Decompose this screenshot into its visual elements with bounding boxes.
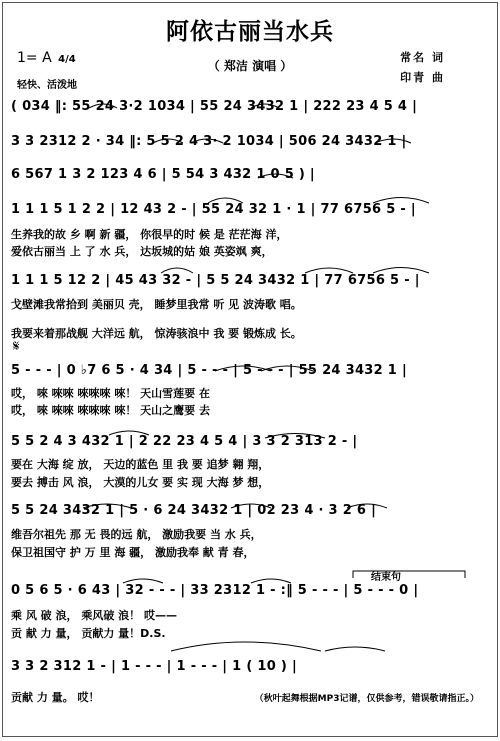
lyric-row-10-verse-1: 贡献 力 量。 哎！ bbox=[11, 691, 100, 704]
song-title: 阿依古丽当水兵 bbox=[166, 19, 334, 45]
lyric-row-7-verse-1: 要在 大海 绽 放， 天边的蓝色 里 我 要 追梦 翱 翔， bbox=[11, 458, 270, 471]
lyric-row-8-verse-1: 维吾尔祖先 那 无 畏的远 航， 激励我要 当 水 兵， bbox=[11, 528, 262, 541]
key-label: 1= A bbox=[17, 50, 52, 66]
lyric-row-4-verse-2: 爱依古丽当 上 了 水 兵， 达坂城的姑 娘 英姿飒 爽， bbox=[11, 245, 273, 258]
lyric-row-5-verse-2: 我要来着那战舰 大洋远 航， 惊涛骇浪中 我 要 锻炼成 长。 bbox=[11, 327, 302, 340]
notation-row-4: 1 1 1 5 1 2 2 | 12 43 2 - | 55 24 32 1 · 1 | 77 6756 5 - | bbox=[11, 202, 416, 217]
notation-row-10: 3 3 2 312 1 - | 1 - - - | 1 - - - | 1 ( 10 ) | bbox=[11, 659, 298, 674]
transcriber-footnote: （秋叶起舞根据MP3记谱，仅供参考，错误敬请指正。） bbox=[254, 694, 479, 704]
composer-credit: 印青 曲 bbox=[400, 71, 445, 84]
lyric-row-8-verse-2: 保卫祖国守 护 万 里 海 疆， 激励我奉 献 青 春， bbox=[11, 546, 255, 559]
tempo-marking: 轻快、活泼地 bbox=[17, 80, 77, 91]
lyric-row-9-verse-1: 乘 风 破 浪， 乘风破 浪！ 哎—— bbox=[11, 609, 177, 622]
notation-row-1: ( 034 ‖: 55 24 3·2 1034 | 55 24 3432 1 | 222 23 4 5 4 | bbox=[11, 99, 418, 114]
notation-row-2: 3 3 2312 2 · 34 ‖: 5 5 2 4 3· 2 1034 | 506 24 3432 1 | bbox=[11, 134, 407, 149]
key-signature bbox=[17, 50, 76, 66]
time-signature: 4/4 bbox=[58, 54, 76, 65]
segno-sign: 𝄋 bbox=[13, 337, 20, 355]
lyric-row-4-verse-1: 生养我的故 乡 啊 新 疆， 你很早的时 候 是 茫茫海 洋， bbox=[11, 228, 288, 241]
lyricist-credit: 常名 词 bbox=[400, 51, 445, 64]
notation-row-7: 5 5 2 4 3 432 1 | 2 22 23 4 5 4 | 3 3 2 313 2 - | bbox=[11, 434, 358, 449]
notation-row-6: 5 - - - | 0 ♭7 6 5 · 4 34 | 5 - - - | 5 - - - | 55 24 3432 1 | bbox=[11, 363, 408, 378]
score-sheet bbox=[2, 2, 498, 737]
lyric-row-9-verse-2: 贡 献 力 量， 贡献力 量！D.S. bbox=[11, 627, 166, 640]
notation-row-8: 5 5 24 3432 1 | 5 · 6 24 3432 1 | 02 23 4 · 3 2 6 | bbox=[11, 503, 377, 518]
notation-row-5: 1 1 1 5 12 2 | 45 43 32 - | 5 5 24 3432 1 | 77 6756 5 - | bbox=[11, 273, 420, 288]
singer-credit: （ 郑洁 演唱 ） bbox=[207, 59, 293, 73]
lyric-row-6-verse-2: 哎， 唻 唻唻 唻唻唻 唻！ 天山之鹰要 去 bbox=[11, 404, 210, 417]
ending-phrase-marker: 结束句 bbox=[371, 572, 401, 583]
lyric-row-6-verse-1: 哎， 唻 唻唻 唻唻唻 唻！ 天山雪莲要 在 bbox=[11, 387, 210, 400]
notation-row-3: 6 567 1 3 2 123 4 6 | 5 54 3 432 1 0 5 ) | bbox=[11, 167, 315, 182]
lyric-row-5-verse-1: 戈壁滩我常拾到 美丽贝 壳， 睡梦里我常 听 见 波涛歌 唱。 bbox=[11, 298, 302, 311]
notation-row-9: 0 5 6 5 · 6 43 | 32 - - - | 33 2312 1 - :‖ 5 - - - | 5 - - - 0 | bbox=[11, 583, 419, 598]
lyric-row-7-verse-2: 要去 搏击 风 浪， 大漠的儿女 要 实 现 大海 梦 想， bbox=[11, 476, 270, 489]
